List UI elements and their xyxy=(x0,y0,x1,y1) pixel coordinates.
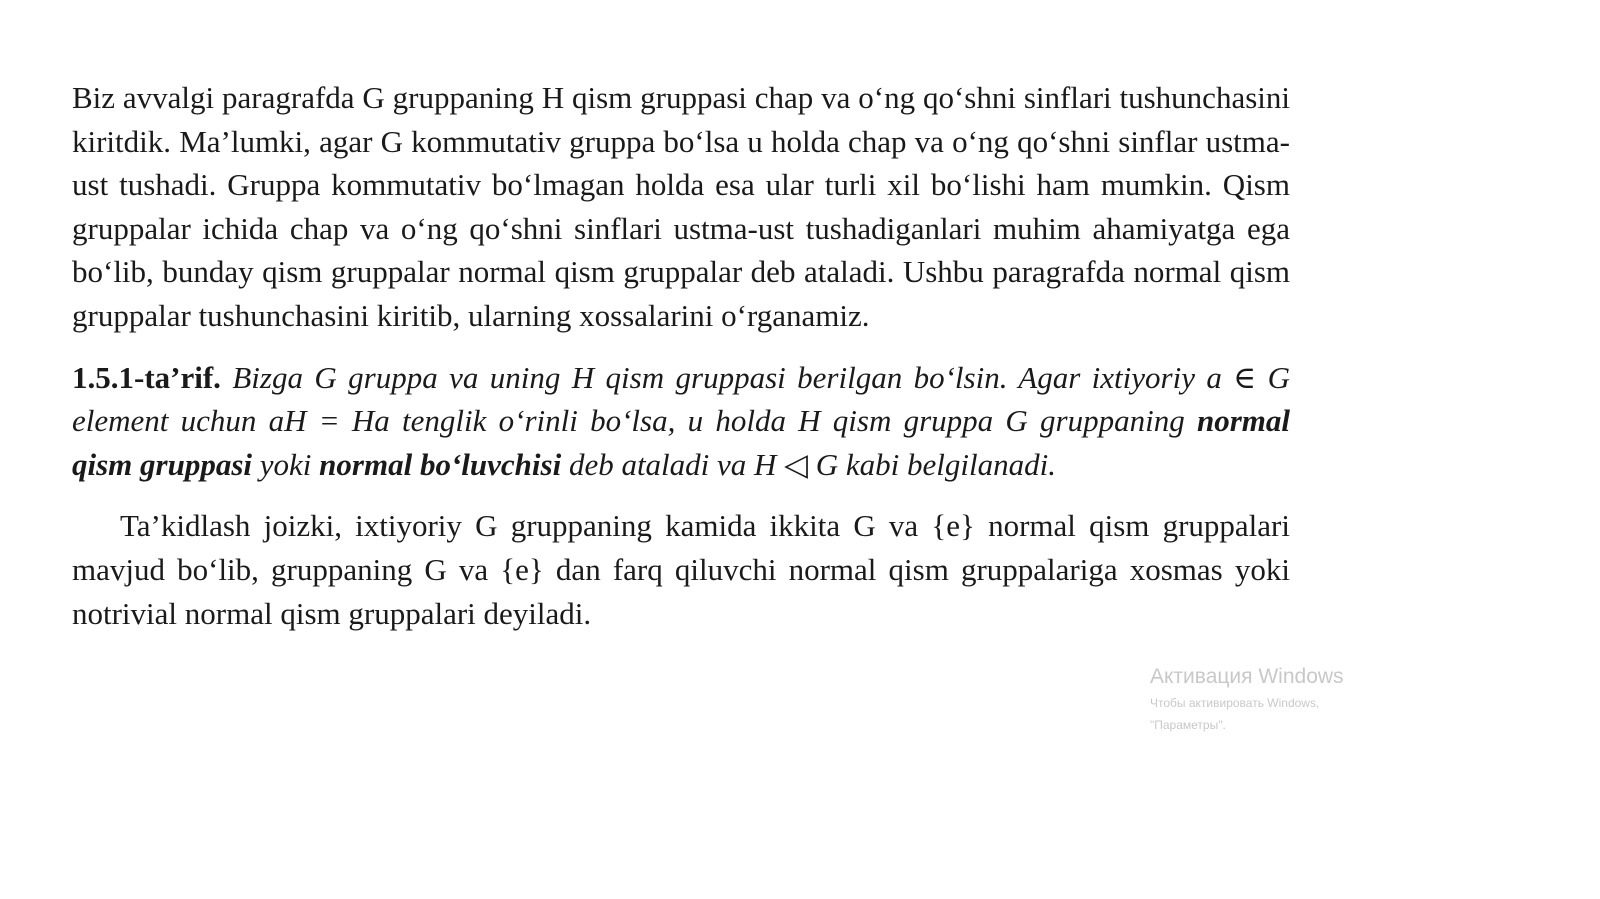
watermark-title: Активация Windows xyxy=(1150,665,1344,688)
definition-text-2: yoki xyxy=(259,446,312,482)
definition-block xyxy=(72,356,1290,487)
watermark-line-2: "Параметры". xyxy=(1150,718,1226,732)
definition-text-3: deb ataladi va H ◁ G kabi belgilanadi. xyxy=(568,446,1056,482)
definition-label: 1.5.1-ta’rif. xyxy=(72,359,221,395)
watermark-line-1: Чтобы активировать Windows, xyxy=(1150,696,1320,710)
definition-text-1: Bizga G gruppa va uning H qism gruppasi berilgan bo‘lsin. Agar ixtiyoriy a ∈ G element uchun aH = Ha tenglik o‘rinli bo‘lsa, u holda H qism gruppa G gruppaning xyxy=(72,359,1291,439)
windows-activation-watermark xyxy=(1150,664,1344,734)
definition-term-normal-subgroup: normal qism gruppasi xyxy=(72,403,1291,482)
remark-paragraph: Ta’kidlash joizki, ixtiyoriy G gruppaning kamida ikkita G va {e} normal qism gruppalari mavjud bo‘lib, gruppaning G va {e} dan farq qiluvchi normal qism gruppalariga xosmas yoki notrivial normal qism gruppalari deyiladi. xyxy=(72,508,1290,631)
intro-paragraph: Biz avvalgi paragrafda G gruppaning H qism gruppasi chap va o‘ng qo‘shni sinflari tushunchasini kiritdik. Ma’lumki, agar G kommutativ gruppa bo‘lsa u holda chap va o‘ng qo‘shni sinflar ustma-ust tushadi. Gruppa kommutativ bo‘lmagan holda esa ular turli xil bo‘lishi ham mumkin. Qism gruppalar ichida chap va o‘ng qo‘shni sinflari ustma-ust tushadiganlari muhim ahamiyatga ega bo‘lib, bunday qism gruppalar normal qism gruppalar deb ataladi. Ushbu paragrafda normal qism gruppalar tushunchasini kiritib, ularning xossalarini o‘rganamiz. xyxy=(72,80,1290,333)
definition-term-normal-divisor: normal bo‘luvchisi xyxy=(319,446,562,482)
document-page xyxy=(72,76,1290,635)
